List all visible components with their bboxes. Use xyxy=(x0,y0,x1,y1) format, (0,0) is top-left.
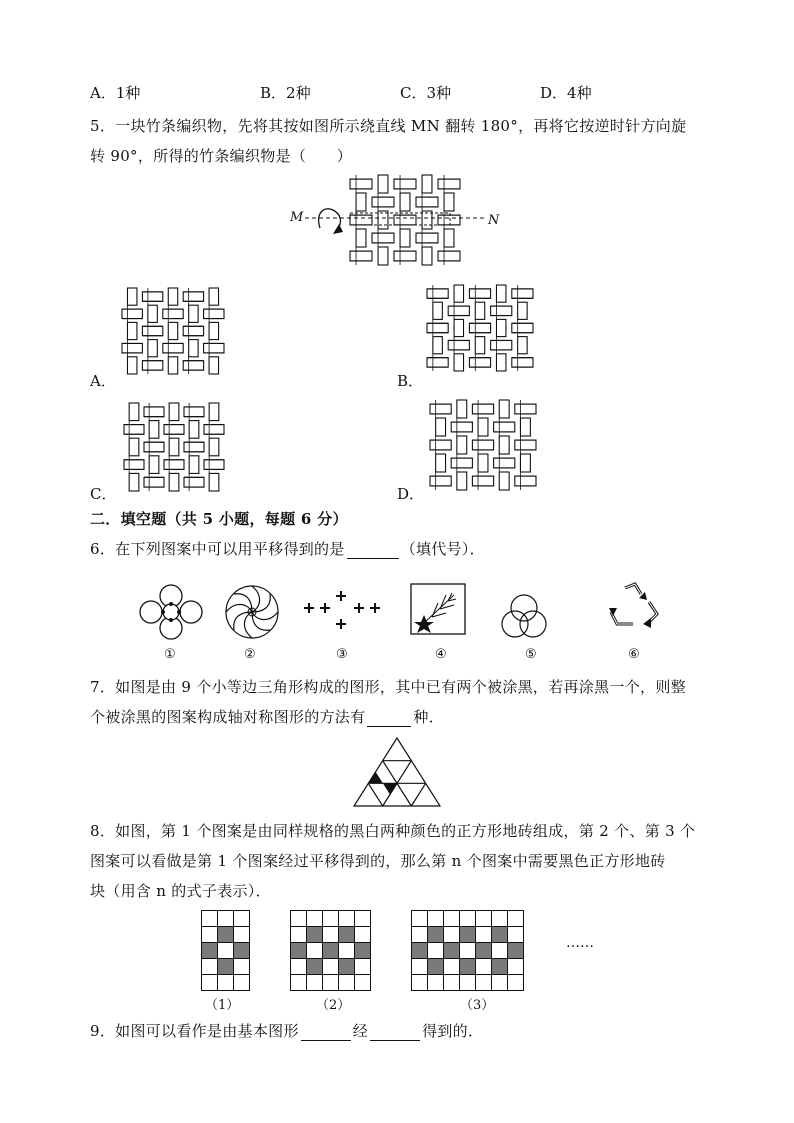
q7-stem-line1: 7．如图是由 9 个小等边三角形构成的图形，其中已有两个被涂黑，若再涂黑一个，则整 xyxy=(90,678,686,696)
q4-option-d[interactable]: D．4种 xyxy=(540,84,592,102)
q9-stem xyxy=(90,1020,483,1041)
option-c-weave[interactable] xyxy=(124,403,224,491)
fig-label-4: ④ xyxy=(435,647,447,662)
triangle-figure xyxy=(352,736,442,808)
q5-option-b-label[interactable]: B． xyxy=(397,372,424,390)
q4-option-b[interactable]: B．2种 xyxy=(260,84,311,102)
q5-option-d-label[interactable]: D． xyxy=(397,485,425,503)
q7-prefix: 个被涂黑的图案构成轴对称图形的方法有 xyxy=(90,708,366,726)
q5-option-a-label[interactable]: A． xyxy=(90,372,116,390)
pattern-6-recycle-icon xyxy=(603,580,663,630)
q6-prefix: 6．在下列图案中可以用平移得到的是 xyxy=(90,540,345,558)
rotate-arrow-icon xyxy=(319,209,341,230)
q9-blank-1[interactable] xyxy=(301,1026,351,1041)
pattern-3-icon xyxy=(298,588,386,638)
q8-stem-line1: 8．如图，第 1 个图案是由同样规格的黑白两种颜色的正方形地砖组成，第 2 个、第 3 个 xyxy=(90,822,696,840)
q6-stem xyxy=(90,538,485,559)
fig-label-1: ① xyxy=(164,647,176,662)
caption-3: （3） xyxy=(460,998,495,1013)
label-m: M xyxy=(290,210,304,225)
fig-label-5: ⑤ xyxy=(525,647,537,662)
fig-label-2: ② xyxy=(244,647,256,662)
tile-pattern-3 xyxy=(411,910,524,988)
q6-answer-blank[interactable] xyxy=(347,544,399,559)
pattern-4-icon xyxy=(410,583,466,635)
mn-axis-line xyxy=(305,200,495,240)
star-icon xyxy=(414,615,434,633)
q9-middle: 经 xyxy=(352,1022,369,1040)
pattern-2-icon xyxy=(222,582,282,642)
fig-label-6: ⑥ xyxy=(628,647,640,662)
q9-suffix: 得到的． xyxy=(422,1022,484,1040)
section-title: 二．填空题（共 5 小题，每题 6 分） xyxy=(90,510,348,528)
option-d-weave[interactable] xyxy=(430,400,536,490)
q7-answer-blank[interactable] xyxy=(367,712,411,727)
option-a-weave[interactable] xyxy=(122,288,224,374)
q6-suffix: （填代号）． xyxy=(400,540,485,558)
pattern-5-icon xyxy=(497,592,551,642)
tile-pattern-2 xyxy=(290,910,371,988)
q9-blank-2[interactable] xyxy=(370,1026,420,1041)
q8-stem-line3: 块（用含 n 的式子表示）． xyxy=(90,882,271,900)
fig-label-3: ③ xyxy=(336,647,348,662)
pattern-1-icon xyxy=(135,582,207,642)
q7-stem-line2 xyxy=(90,706,444,727)
ellipsis: …… xyxy=(566,935,594,951)
caption-2: （2） xyxy=(316,998,351,1013)
q4-option-a[interactable]: A．1种 xyxy=(90,84,141,102)
q7-suffix: 种． xyxy=(413,708,445,726)
label-n: N xyxy=(488,213,500,228)
q9-prefix: 9．如图可以看作是由基本图形 xyxy=(90,1022,299,1040)
caption-1: （1） xyxy=(205,998,240,1013)
q4-option-c[interactable]: C．3种 xyxy=(400,84,452,102)
option-b-weave[interactable] xyxy=(427,285,533,371)
tile-pattern-1 xyxy=(201,910,250,988)
q8-stem-line2: 图案可以看做是第 1 个图案经过平移得到的，那么第 n 个图案中需要黑色正方形地砖 xyxy=(90,852,666,870)
q5-stem-line2: 转 90°，所得的竹条编织物是（ ） xyxy=(90,147,353,165)
q5-option-c-label[interactable]: C． xyxy=(90,485,117,503)
q5-stem-line1: 5．一块竹条编织物，先将其按如图所示绕直线 MN 翻转 180°，再将它按逆时针方向旋 xyxy=(90,117,687,135)
